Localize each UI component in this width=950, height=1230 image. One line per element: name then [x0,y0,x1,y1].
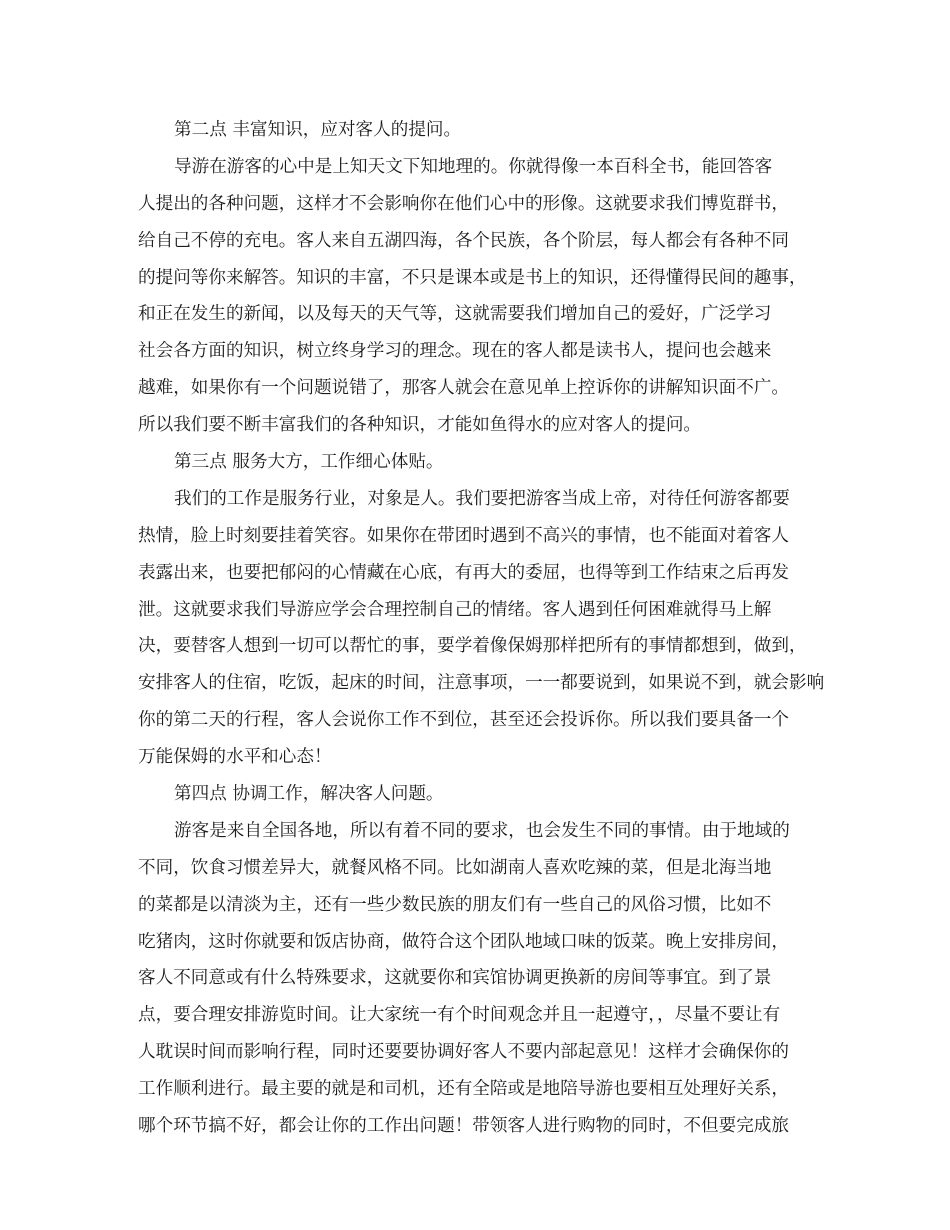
body-text [138,112,825,1145]
paragraph-line: 你的第二天的行程，客人会说你工作不到位，甚至还会投诉你。所以我们要具备一个 [138,710,789,731]
paragraph-line: 和正在发生的新闻，以及每天的天气等，这就需要我们增加自己的爱好，广泛学习 [138,304,772,325]
paragraph-line: 导游在游客的心中是上知天文下知地理的。你就得像一本百科全书，能回答客 [174,156,773,177]
paragraph-line: 越难，如果你有一个问题说错了，那客人就会在意见单上控诉你的讲解知识面不广。 [138,378,789,399]
paragraph-line: 客人不同意或有什么特殊要求，这就要你和宾馆协调更换新的房间等事宜。到了景 [138,968,772,989]
section-heading: 第三点 服务大方，工作细心体贴。 [174,452,444,473]
paragraph-line: 我们的工作是服务行业，对象是人。我们要把游客当成上帝，对待任何游客都要 [174,488,790,509]
paragraph-line: 决，要替客人想到一切可以帮忙的事，要学着像保姆那样把所有的事情都想到，做到， [138,636,807,657]
paragraph-line: 人提出的各种问题，这样才不会影响你在他们心中的形像。这就要求我们博览群书， [138,193,789,214]
paragraph-line: 工作顺利进行。最主要的就是和司机，还有全陪或是地陪导游也要相互处理好关系， [138,1079,789,1100]
paragraph-line: 的提问等你来解答。知识的丰富，不只是课本或是书上的知识，还得懂得民间的趣事， [138,267,807,288]
paragraph-line: 吃猪肉，这时你就要和饭店协商，做符合这个团队地域口味的饭菜。晚上安排房间， [138,931,789,952]
paragraph-line: 泄。这就要求我们导游应学会合理控制自己的情绪。客人遇到任何困难就得马上解 [138,599,772,620]
paragraph-line: 所以我们要不断丰富我们的各种知识，才能如鱼得水的应对客人的提问。 [138,415,702,436]
paragraph-line: 表露出来，也要把郁闷的心情藏在心底，有再大的委屈，也得等到工作结束之后再发 [138,562,789,583]
paragraph-line: 安排客人的住宿，吃饭，起床的时间，注意事项，一一都要说到，如果说不到，就会影响 [138,673,825,694]
paragraph-line: 热情，脸上时刻要挂着笑容。如果你在带团时遇到不高兴的事情，也不能面对着客人 [138,525,789,546]
paragraph-line: 社会各方面的知识，树立终身学习的理念。现在的客人都是读书人，提问也会越来 [138,341,772,362]
paragraph-line: 万能保姆的水平和心态！ [138,747,332,768]
section-heading: 第二点 丰富知识，应对客人的提问。 [174,120,462,140]
paragraph-line: 给自己不停的充电。客人来自五湖四海，各个民族，各个阶层，每人都会有各种不同 [138,230,789,251]
paragraph-line: 哪个环节搞不好，都会让你的工作出问题！带领客人进行购物的同时，不但要完成旅 [138,1116,789,1137]
paragraph-line: 的菜都是以清淡为主，还有一些少数民族的朋友们有一些自己的风俗习惯，比如不 [138,894,772,915]
paragraph-line: 不同，饮食习惯差异大，就餐风格不同。比如湖南人喜欢吃辣的菜，但是北海当地 [138,857,772,878]
paragraph-line: 人耽误时间而影响行程，同时还要要协调好客人不要内部起意见！这样才会确保你的 [138,1042,789,1063]
paragraph-line: 点，要合理安排游览时间。让大家统一有个时间观念并且一起遵守，，尽量不要让有 [138,1005,781,1026]
section-heading: 第四点 协调工作，解决客人问题。 [174,784,444,805]
paragraph-line: 游客是来自全国各地，所以有着不同的要求，也会发生不同的事情。由于地域的 [174,820,790,841]
